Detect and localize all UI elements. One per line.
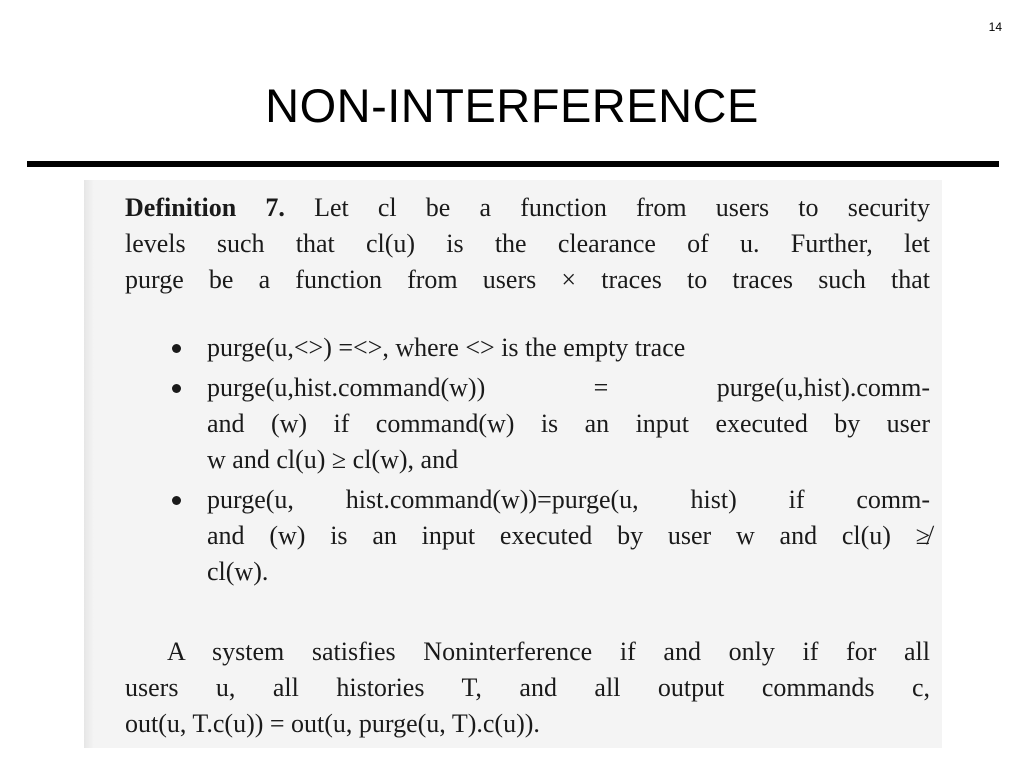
definition-label: Definition 7. (125, 193, 285, 222)
title-divider (27, 161, 999, 167)
bullet-line: and (w) if command(w) is an input executed by user (207, 409, 930, 438)
definition-line (125, 190, 930, 226)
scan-shadow-edge (84, 180, 94, 748)
definition-text: Let cl be a function from users to security (314, 193, 930, 222)
definition-line: levels such that cl(u) is the clearance of u. Further, let (125, 229, 930, 258)
bullet-list (125, 330, 930, 594)
noninterference-statement (125, 634, 930, 742)
bullet-dot-icon (172, 384, 181, 393)
bullet-item-empty-trace (125, 330, 930, 366)
statement-line: users u, all histories T, and all output commands c, (125, 673, 930, 702)
bullet-line: w and cl(u) ≥ cl(w), and (207, 445, 459, 474)
bullet-dot-icon (172, 496, 181, 505)
bullet-dot-icon (172, 344, 181, 353)
definition-block (125, 190, 930, 298)
bullet-item-clearance-geq (125, 370, 930, 478)
definition-line: purge be a function from users × traces to traces such that (125, 265, 930, 294)
slide-title: NON-INTERFERENCE (265, 79, 759, 132)
bullet-line: purge(u,<>) =<>, where <> is the empty trace (207, 333, 686, 362)
statement-line: out(u, T.c(u)) = out(u, purge(u, T).c(u)). (125, 709, 540, 738)
bullet-line: and (w) is an input executed by user w and cl(u) ≱ (207, 521, 930, 550)
bullet-item-clearance-not-geq (125, 482, 930, 590)
bullet-line: purge(u, hist.command(w))=purge(u, hist) if comm- (207, 485, 930, 514)
bullet-line: cl(w). (207, 557, 269, 586)
bullet-line: purge(u,hist.command(w)) = purge(u,hist).comm- (207, 373, 930, 402)
slide-number: 14 (988, 20, 1002, 34)
statement-line: A system satisfies Noninterference if and only if for all (167, 637, 930, 666)
